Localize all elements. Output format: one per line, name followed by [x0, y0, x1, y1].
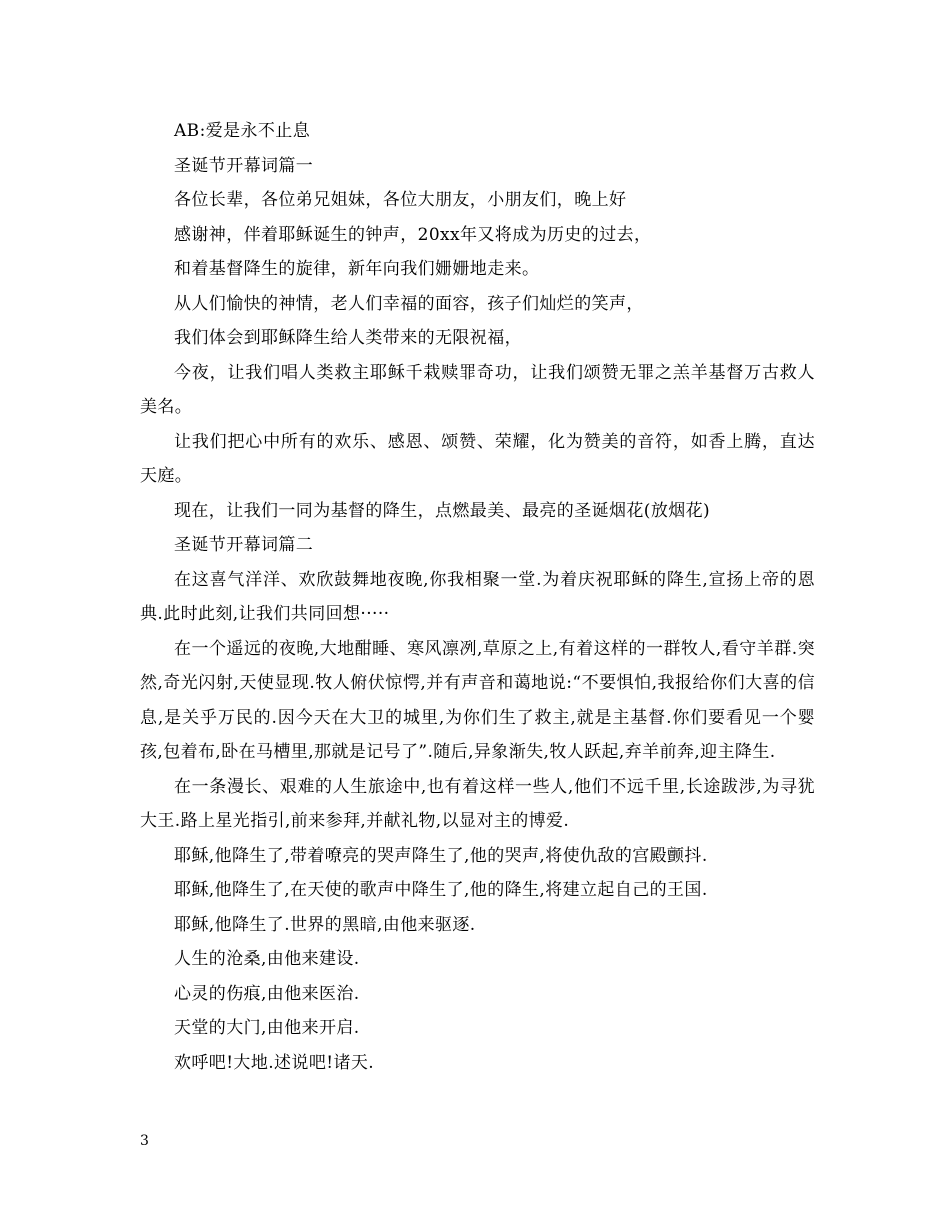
document-body [140, 114, 815, 1080]
paragraph: 在一条漫长、艰难的人生旅途中,也有着这样一些人,他们不远千里,长途跋涉,为寻犹大王.路上星光指引,前来参拜,并献礼物,以显对主的博爱. [140, 776, 815, 831]
paragraph-title: AB:爱是永不止息 [174, 121, 311, 141]
paragraph: 我们体会到耶稣降生给人类带来的无限祝福， [174, 328, 522, 348]
paragraph: 耶稣,他降生了.世界的黑暗,由他来驱逐. [174, 914, 476, 935]
paragraph: 在这喜气洋洋、欢欣鼓舞地夜晚,你我相聚一堂.为着庆祝耶稣的降生,宣扬上帝的恩典.此时此刻,让我们共同回想····· [140, 569, 815, 624]
paragraph: 从人们愉快的神情，老人们幸福的面容，孩子们灿烂的笑声， [174, 293, 644, 314]
paragraph: 让我们把心中所有的欢乐、感恩、颂赞、荣耀，化为赞美的音符，如香上腾，直达天庭。 [140, 431, 815, 486]
paragraph: 耶稣,他降生了,带着嘹亮的哭声降生了,他的哭声,将使仇敌的宫殿颤抖. [174, 845, 708, 866]
paragraph: 心灵的伤痕,由他来医治. [174, 983, 360, 1004]
paragraph: 感谢神，伴着耶稣诞生的钟声，20xx年又将成为历史的过去， [174, 224, 652, 245]
section-heading-one: 圣诞节开幕词篇一 [174, 155, 314, 176]
paragraph: 今夜，让我们唱人类救主耶稣千栽赎罪奇功，让我们颂赞无罪之羔羊基督万古救人美名。 [140, 362, 815, 417]
paragraph: 天堂的大门,由他来开启. [174, 1018, 360, 1038]
paragraph: 现在，让我们一同为基督的降生，点燃最美、最亮的圣诞烟花(放烟花) [174, 500, 711, 521]
paragraph: 人生的沧桑,由他来建设. [174, 949, 360, 969]
paragraph: 各位长辈，各位弟兄姐妹，各位大朋友，小朋友们，晚上好 [174, 190, 627, 210]
paragraph: 在一个遥远的夜晚,大地酣睡、寒风凛冽,草原之上,有着这样的一群牧人,看守羊群.突然,奇光闪射,天使显现.牧人俯伏惊愕,并有声音和蔼地说:“不要惧怕,我报给你们大喜的信息,是关乎万民的.因今天在大卫的城里,为你们生了救主,就是主基督.你们要看见一个婴孩,包着布,卧在马槽里,那就是记号了”.随后,异象渐失,牧人跃起,弃羊前奔,迎主降生. [140, 638, 815, 762]
paragraph: 和着基督降生的旋律，新年向我们姗姗地走来。 [174, 259, 540, 279]
paragraph: 耶稣,他降生了,在天使的歌声中降生了,他的降生,将建立起自己的王国. [174, 880, 708, 900]
page-number: 3 [140, 1133, 149, 1149]
paragraph: 欢呼吧!大地.述说吧!诸天. [174, 1052, 375, 1073]
section-heading-two: 圣诞节开幕词篇二 [174, 535, 314, 555]
